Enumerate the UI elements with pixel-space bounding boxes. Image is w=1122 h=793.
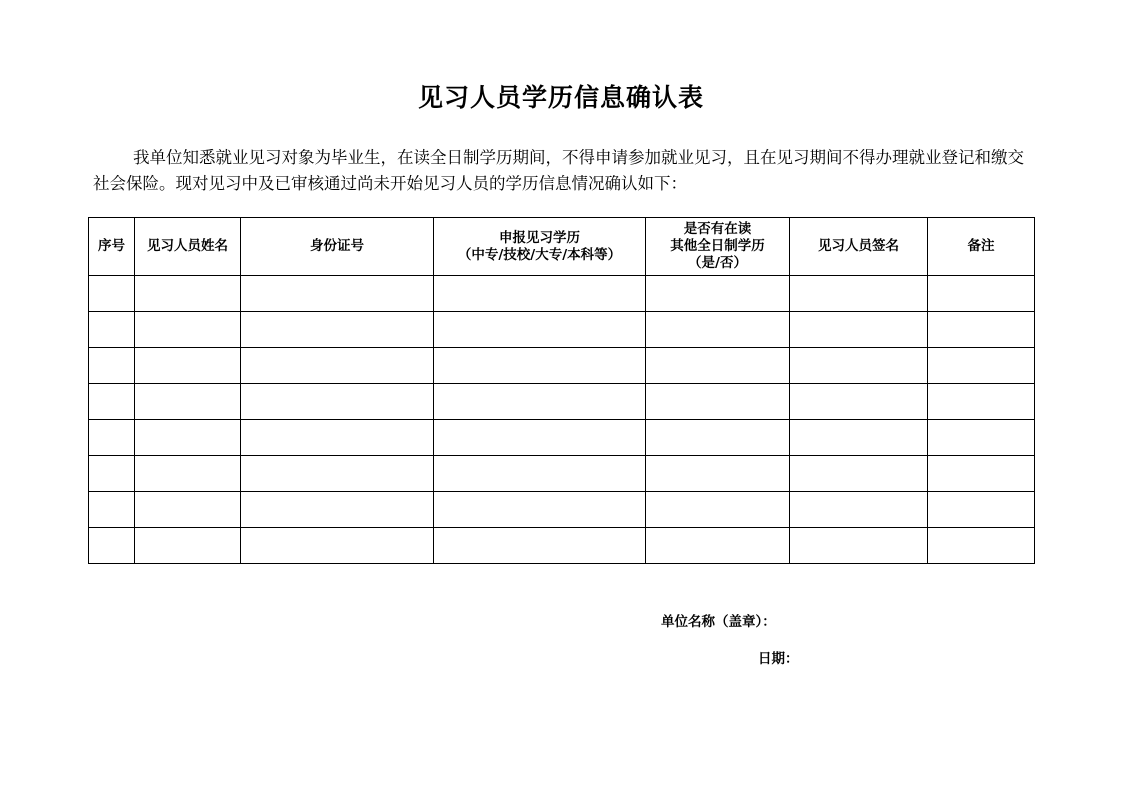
date-label: 日期：	[758, 651, 799, 667]
table-cell[interactable]	[790, 276, 928, 312]
table-cell[interactable]	[89, 276, 135, 312]
table-cell[interactable]	[434, 276, 646, 312]
table-cell[interactable]	[434, 528, 646, 564]
table-cell[interactable]	[434, 492, 646, 528]
table-cell[interactable]	[135, 276, 241, 312]
header-text: 序号	[98, 238, 125, 254]
header-remarks	[928, 218, 1035, 276]
table-cell[interactable]	[646, 348, 790, 384]
intro-paragraph	[93, 145, 1033, 197]
table-cell[interactable]	[135, 492, 241, 528]
table-cell[interactable]	[135, 456, 241, 492]
table-cell[interactable]	[646, 492, 790, 528]
table-cell[interactable]	[89, 492, 135, 528]
table-row	[89, 384, 1035, 420]
unit-name-label: 单位名称（盖章）：	[661, 614, 776, 630]
table-cell[interactable]	[646, 420, 790, 456]
table-cell[interactable]	[241, 348, 434, 384]
table-cell[interactable]	[89, 528, 135, 564]
table-cell[interactable]	[928, 420, 1035, 456]
table-row	[89, 276, 1035, 312]
table-cell[interactable]	[434, 420, 646, 456]
table-cell[interactable]	[928, 348, 1035, 384]
table-cell[interactable]	[928, 384, 1035, 420]
table-cell[interactable]	[241, 312, 434, 348]
table-cell[interactable]	[790, 312, 928, 348]
table-cell[interactable]	[928, 528, 1035, 564]
table-body	[89, 276, 1035, 564]
table-cell[interactable]	[790, 528, 928, 564]
table-cell[interactable]	[646, 384, 790, 420]
table-cell[interactable]	[434, 384, 646, 420]
header-text: 身份证号	[310, 238, 364, 254]
table-cell[interactable]	[434, 312, 646, 348]
confirmation-table	[88, 217, 1035, 564]
table-cell[interactable]	[89, 420, 135, 456]
header-text: （是/否）	[688, 255, 747, 271]
table-cell[interactable]	[928, 312, 1035, 348]
table-cell[interactable]	[135, 420, 241, 456]
table-cell[interactable]	[646, 312, 790, 348]
table-cell[interactable]	[241, 384, 434, 420]
header-seq	[89, 218, 135, 276]
table-cell[interactable]	[241, 528, 434, 564]
header-text: 其他全日制学历	[670, 238, 765, 254]
table-cell[interactable]	[135, 348, 241, 384]
table-cell[interactable]	[790, 348, 928, 384]
header-text: （中专/技校/大专/本科等）	[457, 246, 622, 263]
header-name	[135, 218, 241, 276]
table-cell[interactable]	[928, 492, 1035, 528]
table-cell[interactable]	[89, 312, 135, 348]
table-cell[interactable]	[928, 456, 1035, 492]
table-cell[interactable]	[241, 420, 434, 456]
header-signature	[790, 218, 928, 276]
table-cell[interactable]	[241, 456, 434, 492]
table-cell[interactable]	[928, 276, 1035, 312]
table-header-row	[89, 218, 1035, 276]
table-cell[interactable]	[434, 348, 646, 384]
table-cell[interactable]	[790, 420, 928, 456]
header-id-number	[241, 218, 434, 276]
document-title: 见习人员学历信息确认表	[417, 83, 704, 112]
table-cell[interactable]	[646, 456, 790, 492]
header-other-study	[646, 218, 790, 276]
table-cell[interactable]	[241, 492, 434, 528]
table-row	[89, 456, 1035, 492]
header-education	[434, 218, 646, 276]
table-cell[interactable]	[646, 276, 790, 312]
table-cell[interactable]	[241, 276, 434, 312]
table-row	[89, 528, 1035, 564]
table-cell[interactable]	[646, 528, 790, 564]
table-cell[interactable]	[89, 348, 135, 384]
table-cell[interactable]	[434, 456, 646, 492]
table-cell[interactable]	[89, 384, 135, 420]
intro-text: 我单位知悉就业见习对象为毕业生，在读全日制学历期间，不得申请参加就业见习，且在见习期间不得办理就业登记和缴交社会保险。现对见习中及已审核通过尚未开始见习人员的学历信息情况确认如下：	[93, 148, 1024, 193]
table-row	[89, 312, 1035, 348]
header-text: 见习人员姓名	[147, 238, 228, 254]
table-cell[interactable]	[135, 312, 241, 348]
header-text: 见习人员签名	[818, 238, 899, 254]
table-row	[89, 420, 1035, 456]
table-cell[interactable]	[790, 456, 928, 492]
table-cell[interactable]	[135, 528, 241, 564]
table-cell[interactable]	[790, 384, 928, 420]
table-row	[89, 348, 1035, 384]
header-text: 申报见习学历	[499, 229, 580, 246]
table-cell[interactable]	[135, 384, 241, 420]
table-row	[89, 492, 1035, 528]
table-cell[interactable]	[790, 492, 928, 528]
header-text: 备注	[967, 238, 995, 254]
table-cell[interactable]	[89, 456, 135, 492]
header-text: 是否有在读	[683, 221, 752, 237]
